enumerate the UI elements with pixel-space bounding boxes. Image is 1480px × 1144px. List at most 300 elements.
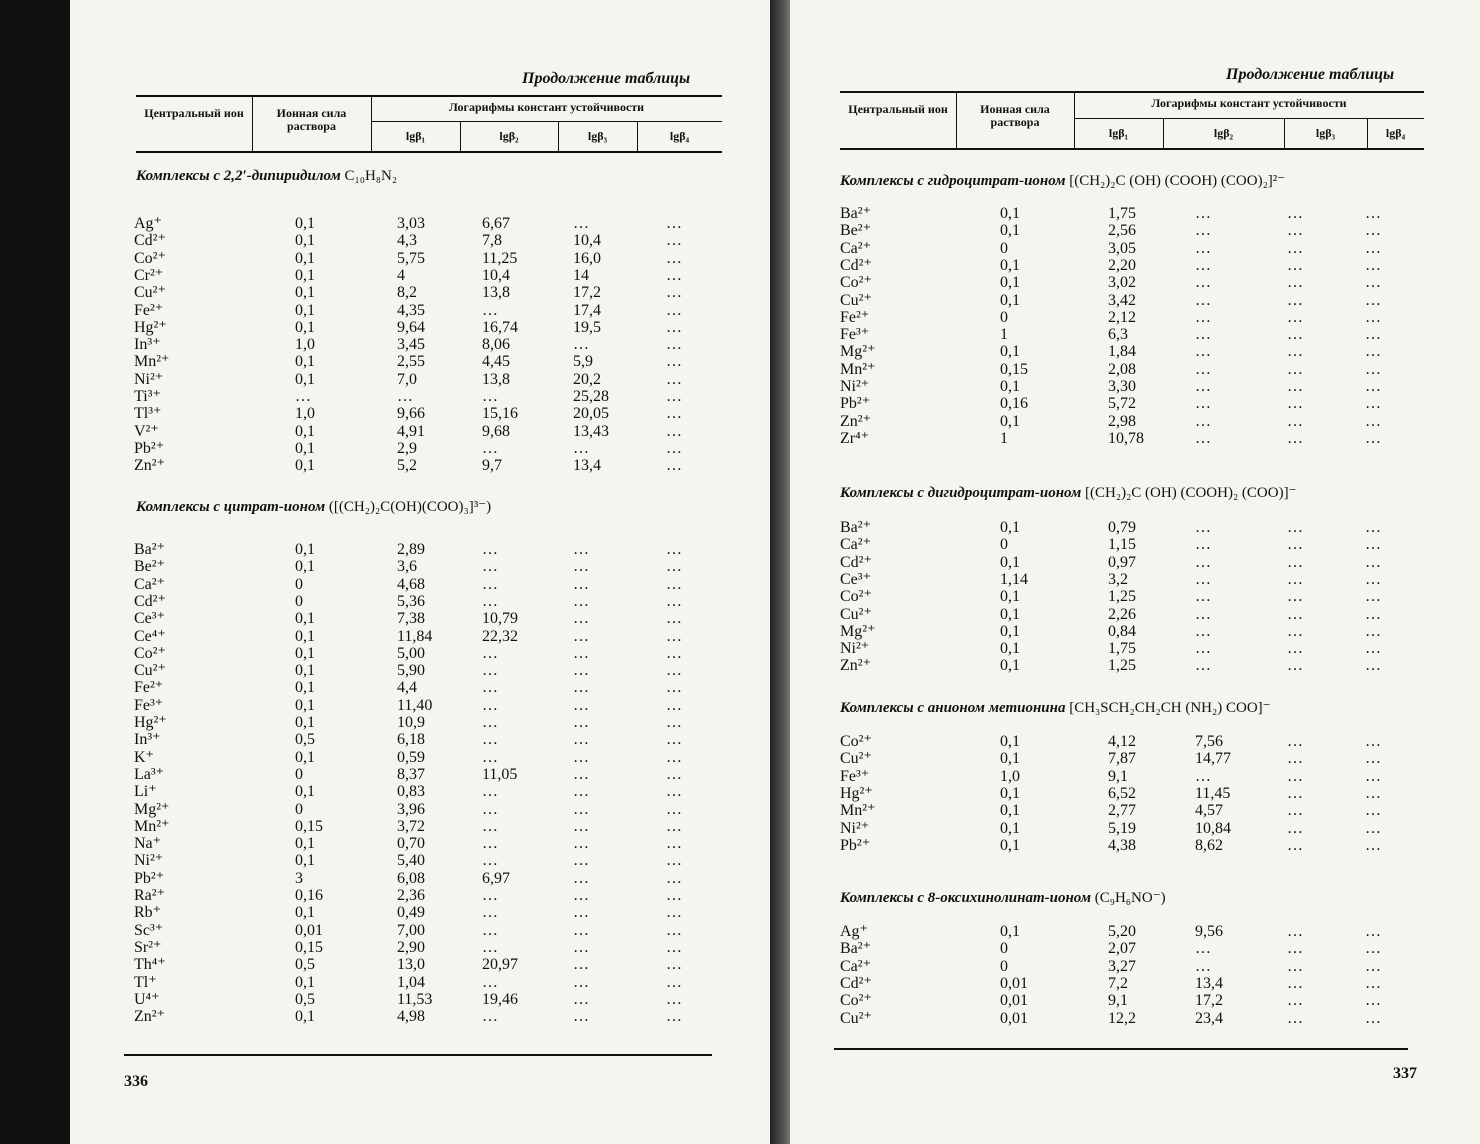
lgb3-cell: … xyxy=(1287,640,1303,658)
lgb4-cell: … xyxy=(666,887,682,904)
ion-cell: Ni²⁺ xyxy=(134,370,164,388)
ion-cell: Be²⁺ xyxy=(134,558,166,576)
ion-cell: Cu²⁺ xyxy=(134,284,166,302)
ionic-strength-cell: 0,1 xyxy=(295,627,315,645)
lgb1-cell: 4,4 xyxy=(397,679,417,697)
lgb4-cell: … xyxy=(1365,640,1381,658)
lgb2-cell: 16,74 xyxy=(482,318,518,336)
lgb4-cell: … xyxy=(666,800,682,818)
header-lg1: lgβ₁ xyxy=(1108,126,1129,140)
lgb1-cell: 8,37 xyxy=(397,765,425,783)
ionic-strength-cell: 1,0 xyxy=(1000,767,1020,785)
ionic-strength-cell: 0,5 xyxy=(295,990,315,1008)
lgb1-cell: 2,9 xyxy=(397,439,417,457)
lgb1-cell: 3,2 xyxy=(1108,570,1128,588)
lgb4-cell: … xyxy=(666,439,682,457)
lgb4-cell: … xyxy=(1365,940,1381,958)
lgb2-cell: 4,45 xyxy=(482,353,510,371)
lgb3-cell: 19,5 xyxy=(573,318,601,336)
ionic-strength-cell: 0,01 xyxy=(1000,974,1028,992)
section-title-text: Комплексы с 2,2′-дипиридилом xyxy=(136,168,341,184)
lgb4-cell: … xyxy=(1365,1009,1381,1027)
lgb4-cell: … xyxy=(666,714,682,731)
lgb3-cell: … xyxy=(573,679,589,697)
lgb3-cell: … xyxy=(573,990,589,1008)
lgb2-cell: 23,4 xyxy=(1195,1009,1223,1027)
ionic-strength-cell: 0,1 xyxy=(295,541,315,558)
ionic-strength-cell: 0 xyxy=(295,575,303,593)
ion-cell: Tl³⁺ xyxy=(134,405,162,423)
section-title xyxy=(840,698,1271,717)
ion-cell: Fe³⁺ xyxy=(134,696,164,714)
lgb3-cell: … xyxy=(573,662,589,680)
lgb4-cell: … xyxy=(666,662,682,680)
lgb4-cell: … xyxy=(1365,733,1381,750)
ionic-strength-cell: 0 xyxy=(295,592,303,610)
lgb1-cell: 0,79 xyxy=(1108,519,1136,536)
lgb4-cell: … xyxy=(1365,536,1381,554)
lgb1-cell: 7,0 xyxy=(397,370,417,388)
lgb1-cell: 3,96 xyxy=(397,800,425,818)
ion-cell: U⁴⁺ xyxy=(134,990,160,1008)
lgb2-cell: … xyxy=(482,783,498,801)
lgb1-cell: 10,78 xyxy=(1108,429,1144,447)
lgb1-cell: 4,91 xyxy=(397,422,425,440)
lgb2-cell: … xyxy=(1195,205,1211,222)
ion-cell: Cd²⁺ xyxy=(840,553,872,571)
lgb2-cell: … xyxy=(1195,222,1211,240)
lgb4-cell: … xyxy=(1365,750,1381,768)
lgb4-cell: … xyxy=(666,249,682,267)
lgb2-cell: … xyxy=(482,973,498,991)
lgb1-cell: 4,38 xyxy=(1108,836,1136,854)
lgb2-cell: … xyxy=(482,1008,498,1026)
lgb3-cell: 10,4 xyxy=(573,232,601,250)
lgb3-cell: … xyxy=(1287,836,1303,854)
ion-cell: Pb²⁺ xyxy=(134,869,165,887)
lgb1-cell: 4,35 xyxy=(397,301,425,319)
lgb3-cell: … xyxy=(1287,605,1303,623)
lgb3-cell: … xyxy=(1287,657,1303,675)
lgb4-cell: … xyxy=(1365,974,1381,992)
lgb1-cell: 5,90 xyxy=(397,662,425,680)
lgb2-cell: … xyxy=(1195,360,1211,378)
ionic-strength-cell: 0,1 xyxy=(1000,343,1020,361)
ion-cell: Zn²⁺ xyxy=(840,657,872,675)
lgb2-cell: … xyxy=(1195,588,1211,606)
ion-cell: Ra²⁺ xyxy=(134,887,166,904)
lgb2-cell: … xyxy=(1195,412,1211,430)
lgb2-cell: 6,97 xyxy=(482,869,510,887)
ion-cell: Cu²⁺ xyxy=(840,1009,872,1027)
ion-cell: Co²⁺ xyxy=(134,249,166,267)
lgb4-cell: … xyxy=(666,301,682,319)
ion-cell: Cd²⁺ xyxy=(840,974,872,992)
lgb4-cell: … xyxy=(1365,570,1381,588)
ion-cell: Ni²⁺ xyxy=(840,640,870,658)
lgb4-cell: … xyxy=(666,592,682,610)
lgb3-cell: … xyxy=(1287,205,1303,222)
lgb2-cell: 20,97 xyxy=(482,956,518,974)
lgb3-cell: … xyxy=(573,541,589,558)
lgb3-cell: … xyxy=(573,800,589,818)
section-title xyxy=(840,888,1166,907)
lgb1-cell: 5,00 xyxy=(397,644,425,662)
ionic-strength-cell: 0,1 xyxy=(1000,256,1020,274)
lgb4-cell: … xyxy=(1365,802,1381,820)
lgb4-cell: … xyxy=(666,336,682,354)
lgb4-cell: … xyxy=(666,405,682,423)
lgb3-cell: … xyxy=(1287,992,1303,1010)
lgb4-cell: … xyxy=(666,422,682,440)
ion-cell: Zn²⁺ xyxy=(134,457,166,475)
lgb2-cell: … xyxy=(1195,519,1211,536)
ion-cell: Fe³⁺ xyxy=(840,326,870,344)
lgb1-cell: 1,75 xyxy=(1108,205,1136,222)
lgb2-cell: 22,32 xyxy=(482,627,518,645)
lgb1-cell: 2,90 xyxy=(397,938,425,956)
lgb3-cell: … xyxy=(1287,308,1303,326)
lgb1-cell: 3,27 xyxy=(1108,957,1136,975)
lgb4-cell: … xyxy=(1365,429,1381,447)
lgb4-cell: … xyxy=(666,938,682,956)
ionic-strength-cell: 0,1 xyxy=(1000,519,1020,536)
ionic-strength-cell: 0,1 xyxy=(1000,553,1020,571)
lgb4-cell: … xyxy=(1365,222,1381,240)
lgb1-cell: 9,1 xyxy=(1108,767,1128,785)
lgb1-cell: 3,30 xyxy=(1108,378,1136,395)
section-formula: (C₉H₆NO⁻) xyxy=(1094,890,1166,906)
lgb3-cell: … xyxy=(573,904,589,922)
lgb2-cell: … xyxy=(1195,274,1211,292)
ion-cell: V²⁺ xyxy=(134,422,159,440)
lgb4-cell: … xyxy=(1365,326,1381,344)
lgb1-cell: 6,08 xyxy=(397,869,425,887)
right-page xyxy=(790,0,1480,1144)
lgb4-cell: … xyxy=(1365,395,1381,413)
lgb3-cell: … xyxy=(573,575,589,593)
continuation-title: Продолжение таблицы xyxy=(1226,66,1395,83)
ionic-strength-cell: 0,1 xyxy=(1000,784,1020,802)
lgb3-cell: … xyxy=(573,1008,589,1026)
ionic-strength-cell: 0,1 xyxy=(295,370,315,388)
lgb1-cell: 6,52 xyxy=(1108,784,1136,802)
lgb2-cell: … xyxy=(1195,429,1211,447)
ion-cell: Cd²⁺ xyxy=(134,592,166,610)
lgb1-cell: 5,40 xyxy=(397,852,425,870)
header-bottom-rule xyxy=(136,151,722,153)
header-central-ion: Центральный ион xyxy=(144,106,244,120)
lgb3-cell: … xyxy=(573,215,589,232)
section-title-text: Комплексы с дигидроцитрат-ионом xyxy=(840,485,1082,501)
lgb4-cell: … xyxy=(666,904,682,922)
lgb1-cell: 8,2 xyxy=(397,284,417,302)
ion-cell: K⁺ xyxy=(134,748,154,766)
lgb4-cell: … xyxy=(666,215,682,232)
ion-cell: Fe²⁺ xyxy=(840,308,870,326)
ion-cell: Zn²⁺ xyxy=(840,412,872,430)
ionic-strength-cell: 0,1 xyxy=(295,353,315,371)
lgb1-cell: 0,97 xyxy=(1108,553,1136,571)
ion-cell: Co²⁺ xyxy=(840,992,872,1010)
ionic-strength-cell: 0,1 xyxy=(1000,205,1020,222)
lgb1-cell: 3,6 xyxy=(397,558,417,576)
ion-cell: Pb²⁺ xyxy=(840,395,871,413)
header-log-constants: Логарифмы констант устойчивости xyxy=(448,100,645,114)
ion-cell: Ni²⁺ xyxy=(840,819,870,837)
ion-cell: Ti³⁺ xyxy=(134,388,161,405)
lgb2-cell: 10,79 xyxy=(482,610,518,628)
lgb4-cell: … xyxy=(666,284,682,302)
ionic-strength-cell: 0 xyxy=(295,765,303,783)
lgb3-cell: … xyxy=(573,336,589,354)
ionic-strength-cell: 0,1 xyxy=(1000,222,1020,240)
lgb4-cell: … xyxy=(1365,256,1381,274)
ion-cell: Fe²⁺ xyxy=(134,679,164,697)
ion-cell: Ce³⁺ xyxy=(840,570,872,588)
lgb2-cell: … xyxy=(482,541,498,558)
ionic-strength-cell: 0,1 xyxy=(295,249,315,267)
lgb1-cell: 2,26 xyxy=(1108,605,1136,623)
lgb3-cell: 17,4 xyxy=(573,301,601,319)
ion-cell: Mn²⁺ xyxy=(840,360,876,378)
lgb2-cell: … xyxy=(482,558,498,576)
lgb4-cell: … xyxy=(1365,553,1381,571)
ion-cell: Ni²⁺ xyxy=(840,378,870,395)
footer-rule xyxy=(834,1048,1408,1050)
lgb2-cell: … xyxy=(482,679,498,697)
lgb2-cell: … xyxy=(482,592,498,610)
ionic-strength-cell: 0,1 xyxy=(295,284,315,302)
lgb4-cell: … xyxy=(666,765,682,783)
section-title xyxy=(840,171,1285,190)
lgb4-cell: … xyxy=(1365,412,1381,430)
ionic-strength-cell: 0,1 xyxy=(295,610,315,628)
ionic-strength-cell: 1,0 xyxy=(295,336,315,354)
lgb4-cell: … xyxy=(666,679,682,697)
lgb4-cell: … xyxy=(666,696,682,714)
lgb2-cell: … xyxy=(482,575,498,593)
ion-cell: Mn²⁺ xyxy=(134,353,170,371)
section-formula: [(CH₂)₂C (OH) (COOH) (COO)₂]²⁻ xyxy=(1069,173,1286,189)
ionic-strength-cell: 0,15 xyxy=(295,817,323,835)
lgb4-cell: … xyxy=(666,921,682,939)
header-mid-rule xyxy=(1074,118,1424,119)
lgb3-cell: … xyxy=(1287,940,1303,958)
lgb1-cell: 2,08 xyxy=(1108,360,1136,378)
ionic-strength-cell: 0,1 xyxy=(295,439,315,457)
lgb2-cell: 10,84 xyxy=(1195,819,1231,837)
left-page xyxy=(70,0,772,1144)
ionic-strength-cell: 0,1 xyxy=(1000,605,1020,623)
header-lg1: lgβ₁ xyxy=(405,129,426,143)
lgb4-cell: … xyxy=(1365,657,1381,675)
lgb2-cell: 10,4 xyxy=(482,266,510,284)
header-mid-rule xyxy=(371,121,722,122)
lgb1-cell: 7,87 xyxy=(1108,750,1136,768)
lgb2-cell: 11,45 xyxy=(1195,784,1231,802)
lgb3-cell: … xyxy=(573,973,589,991)
ion-cell: Co²⁺ xyxy=(840,733,872,750)
lgb3-cell: … xyxy=(1287,767,1303,785)
section-title xyxy=(136,168,397,185)
lgb1-cell: 9,66 xyxy=(397,405,425,423)
lgb4-cell: … xyxy=(1365,836,1381,854)
lgb3-cell: 5,9 xyxy=(573,353,593,371)
lgb2-cell: … xyxy=(482,887,498,904)
ionic-strength-cell: 0,1 xyxy=(295,301,315,319)
lgb1-cell: 1,04 xyxy=(397,973,425,991)
ion-cell: Zr⁴⁺ xyxy=(840,429,870,447)
ion-cell: La³⁺ xyxy=(134,765,165,783)
lgb3-cell: … xyxy=(1287,1009,1303,1027)
lgb2-cell: 13,8 xyxy=(482,370,510,388)
lgb1-cell: 9,1 xyxy=(1108,992,1128,1010)
lgb2-cell: … xyxy=(482,904,498,922)
lgb1-cell: 7,38 xyxy=(397,610,425,628)
ion-cell: Zn²⁺ xyxy=(134,1008,166,1026)
lgb3-cell: … xyxy=(573,835,589,853)
lgb3-cell: … xyxy=(1287,923,1303,940)
lgb3-cell: … xyxy=(1287,429,1303,447)
section-title xyxy=(136,497,491,516)
lgb2-cell: … xyxy=(482,439,498,457)
lgb3-cell: … xyxy=(1287,957,1303,975)
lgb3-cell: … xyxy=(1287,326,1303,344)
ion-cell: Fe³⁺ xyxy=(840,767,870,785)
ion-cell: Mn²⁺ xyxy=(134,817,170,835)
lgb3-cell: … xyxy=(573,852,589,870)
lgb4-cell: … xyxy=(666,783,682,801)
ionic-strength-cell: 1,0 xyxy=(295,405,315,423)
ionic-strength-cell: 0,16 xyxy=(295,887,323,904)
lgb3-cell: … xyxy=(1287,378,1303,395)
ionic-strength-cell: 0,1 xyxy=(1000,291,1020,309)
ionic-strength-cell: 0,1 xyxy=(1000,657,1020,675)
ion-cell: Ag⁺ xyxy=(134,215,162,232)
lgb1-cell: 12,2 xyxy=(1108,1009,1136,1027)
section-title xyxy=(840,483,1297,502)
lgb4-cell: … xyxy=(1365,767,1381,785)
lgb4-cell: … xyxy=(666,1008,682,1026)
section-title-text: Комплексы с 8-оксихинолинат-ионом xyxy=(840,890,1091,906)
lgb4-cell: … xyxy=(666,990,682,1008)
section-title-text: Комплексы с гидроцитрат-ионом xyxy=(840,173,1066,189)
lgb1-cell: 3,03 xyxy=(397,215,425,232)
lgb4-cell: … xyxy=(666,644,682,662)
ion-cell: Cu²⁺ xyxy=(134,662,166,680)
lgb3-cell: … xyxy=(573,558,589,576)
lgb2-cell: … xyxy=(482,921,498,939)
lgb3-cell: … xyxy=(573,610,589,628)
section-title-text: Комплексы с анионом метионина xyxy=(840,700,1066,716)
ion-cell: Ba²⁺ xyxy=(134,541,166,558)
lgb4-cell: … xyxy=(1365,784,1381,802)
ionic-strength-cell: … xyxy=(295,388,311,405)
ionic-strength-cell: 0,01 xyxy=(1000,992,1028,1010)
lgb3-cell: … xyxy=(573,592,589,610)
lgb2-cell: … xyxy=(482,938,498,956)
lgb1-cell: 5,36 xyxy=(397,592,425,610)
lgb1-cell: 1,75 xyxy=(1108,640,1136,658)
ionic-strength-cell: 0 xyxy=(1000,957,1008,975)
lgb1-cell: 1,25 xyxy=(1108,657,1136,675)
ionic-strength-cell: 0,1 xyxy=(1000,819,1020,837)
ionic-strength-cell: 0,1 xyxy=(1000,802,1020,820)
lgb2-cell: 19,46 xyxy=(482,990,518,1008)
lgb2-cell: … xyxy=(482,696,498,714)
ionic-strength-cell: 0 xyxy=(1000,239,1008,257)
lgb4-cell: … xyxy=(666,869,682,887)
lgb4-cell: … xyxy=(1365,205,1381,222)
lgb3-cell: … xyxy=(1287,222,1303,240)
lgb2-cell: … xyxy=(482,817,498,835)
ionic-strength-cell: 0,1 xyxy=(295,558,315,576)
ion-cell: Pb²⁺ xyxy=(134,439,165,457)
lgb4-cell: … xyxy=(1365,378,1381,395)
page-number: 337 xyxy=(1393,1065,1417,1082)
ionic-strength-cell: 0,01 xyxy=(295,921,323,939)
ionic-strength-cell: 1 xyxy=(1000,429,1008,447)
ionic-strength-cell: 0 xyxy=(1000,940,1008,958)
lgb3-cell: … xyxy=(1287,291,1303,309)
lgb1-cell: 2,89 xyxy=(397,541,425,558)
lgb2-cell: … xyxy=(1195,256,1211,274)
ion-cell: Tl⁺ xyxy=(134,973,157,991)
ion-cell: Ba²⁺ xyxy=(840,519,872,536)
lgb2-cell: … xyxy=(482,644,498,662)
ion-cell: Mg²⁺ xyxy=(134,800,170,818)
lgb1-cell: 4,3 xyxy=(397,232,417,250)
ionic-strength-cell: 0,16 xyxy=(1000,395,1028,413)
lgb1-cell: 10,9 xyxy=(397,714,425,731)
lgb1-cell: 2,07 xyxy=(1108,940,1136,958)
ionic-strength-cell: 0,1 xyxy=(295,748,315,766)
ion-cell: Be²⁺ xyxy=(840,222,872,240)
lgb2-cell: … xyxy=(1195,536,1211,554)
section-formula: ([(CH₂)₂C(OH)(COO)₃]³⁻) xyxy=(328,499,492,515)
lgb3-cell: … xyxy=(1287,412,1303,430)
ion-cell: Co²⁺ xyxy=(840,274,872,292)
ionic-strength-cell: 0,01 xyxy=(1000,1009,1028,1027)
lgb1-cell: 1,15 xyxy=(1108,536,1136,554)
ionic-strength-cell: 0,1 xyxy=(295,215,315,232)
lgb1-cell: 11,84 xyxy=(397,627,433,645)
lgb2-cell: … xyxy=(1195,291,1211,309)
ion-cell: In³⁺ xyxy=(134,731,161,749)
lgb3-cell: … xyxy=(1287,239,1303,257)
ion-cell: Ni²⁺ xyxy=(134,852,164,870)
lgb2-cell: 8,62 xyxy=(1195,836,1223,854)
lgb3-cell: 13,43 xyxy=(573,422,609,440)
lgb1-cell: 2,12 xyxy=(1108,308,1136,326)
ion-cell: Ca²⁺ xyxy=(134,575,166,593)
ionic-strength-cell: 1,14 xyxy=(1000,570,1028,588)
lgb4-cell: … xyxy=(666,610,682,628)
ion-cell: Li⁺ xyxy=(134,783,157,801)
lgb2-cell: … xyxy=(482,388,498,405)
lgb1-cell: 4 xyxy=(397,266,405,284)
lgb1-cell: 3,72 xyxy=(397,817,425,835)
lgb1-cell: 5,20 xyxy=(1108,923,1136,940)
ionic-strength-cell: 0,1 xyxy=(295,232,315,250)
ion-cell: Ca²⁺ xyxy=(840,239,872,257)
lgb4-cell: … xyxy=(666,575,682,593)
ion-cell: In³⁺ xyxy=(134,336,161,354)
ion-cell: Cd²⁺ xyxy=(840,256,872,274)
lgb2-cell: … xyxy=(1195,239,1211,257)
lgb2-cell: 13,4 xyxy=(1195,974,1223,992)
